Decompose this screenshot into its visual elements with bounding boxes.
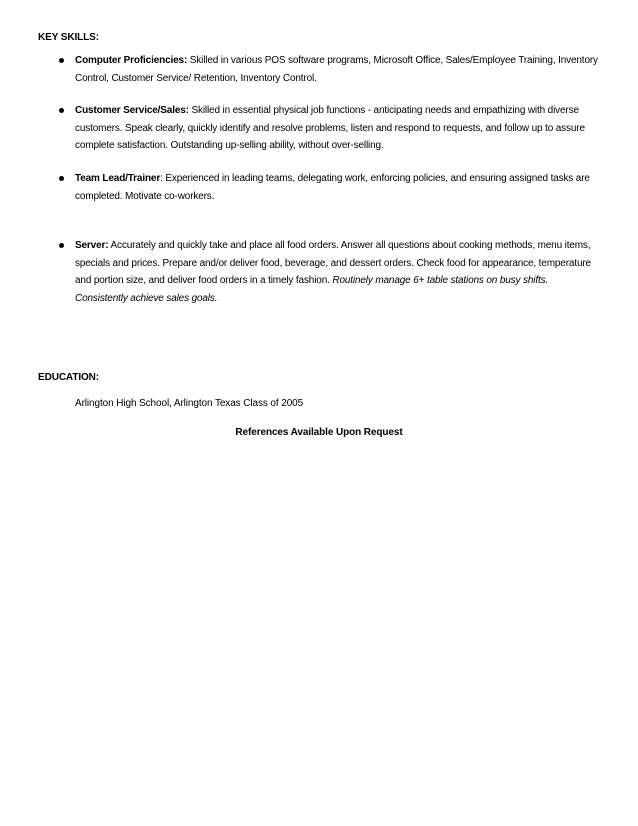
skill-description: Accurately and quickly take and place all food orders. Answer all questions about cooking methods, menu items, specials and prices. Prepare and/or deliver food, beverage, and dessert orders. Check food for appearance, temperature and portion size, and deliver food orders in a timely fashion.: [75, 240, 591, 286]
skill-label: Computer Proficiencies:: [75, 55, 188, 66]
skill-text: [75, 52, 603, 87]
references-note: References Available Upon Request: [235, 427, 403, 438]
skill-label: Customer Service/Sales:: [75, 105, 189, 116]
skill-text: [75, 237, 603, 307]
education-heading: EDUCATION:: [38, 372, 100, 383]
skill-text: [75, 170, 603, 205]
skill-label: Team Lead/Trainer: [75, 173, 161, 184]
skill-description: Skilled in essential physical job functions - anticipating needs and empathizing with diverse customers. Speak clearly, quickly identify and resolve problems, listen and respond to requests, and follow up to assure complete satisfaction. Outstanding up-selling ability, without over-selling.: [75, 105, 585, 151]
education-entry: Arlington High School, Arlington Texas Class of 2005: [75, 398, 304, 409]
skill-highlight: Routinely manage 6+ table stations on busy shifts. Consistently achieve sales goals.: [75, 275, 549, 304]
skill-text: [75, 102, 603, 155]
bullet-icon: [59, 243, 64, 248]
key-skills-heading: KEY SKILLS:: [38, 32, 99, 43]
skill-description: Skilled in various POS software programs, Microsoft Office, Sales/Employee Training, Inventory Control, Customer Service/ Retention, Inventory Control.: [75, 55, 598, 84]
skill-label: Server:: [75, 240, 109, 251]
bullet-icon: [59, 58, 64, 63]
bullet-icon: [59, 176, 64, 181]
bullet-icon: [59, 108, 64, 113]
skill-description: : Experienced in leading teams, delegating work, enforcing policies, and ensuring assigned tasks are completed. Motivate co-workers.: [75, 173, 590, 202]
